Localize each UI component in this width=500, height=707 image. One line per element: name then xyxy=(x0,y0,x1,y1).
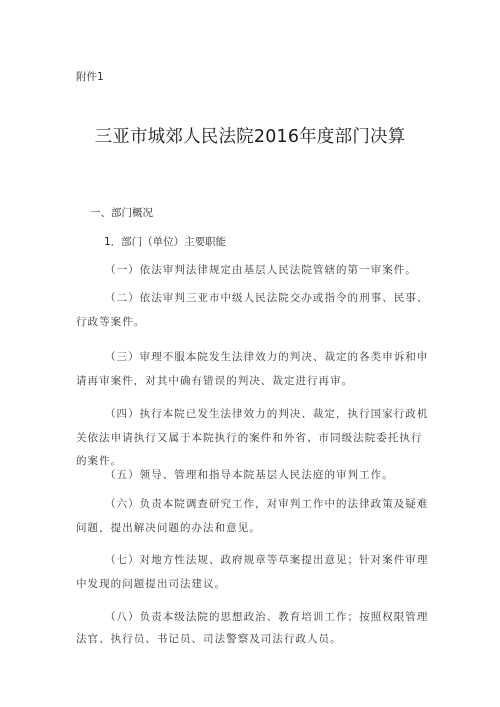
paragraph-line: 的案件。 xyxy=(76,455,123,467)
paragraph-line: （一）依法审判法律规定由基层人民法院管辖的第一审案件。 xyxy=(105,264,417,276)
paragraph-line: （七）对地方性法规、政府规章等草案提出意见；针对案件审理 xyxy=(105,554,429,566)
paragraph-line: （四）执行本院已发生法律效力的判决、裁定，执行国家行政机 xyxy=(105,408,429,420)
paragraph-line: （六）负责本院调查研究工作，对审判工作中的法律政策及疑难 xyxy=(105,498,429,510)
paragraph-line: 请再审案件，对其中确有错误的判决、裁定进行再审。 xyxy=(76,375,354,387)
section-heading: 一、部门概况 xyxy=(90,207,153,219)
paragraph-line: 问题，提出解决问题的办法和意见。 xyxy=(76,522,261,534)
paragraph-line: 中发现的问题提出司法建议。 xyxy=(76,578,227,590)
paragraph-line: 行政等案件。 xyxy=(76,316,146,328)
paragraph-line: （二）依法审判三亚市中级人民法院交办或指令的刑事、民事、 xyxy=(105,292,429,304)
paragraph-line: （三）审理不服本院发生法律效力的判决、裁定的各类申诉和申 xyxy=(105,351,429,363)
subsection-heading: 1．部门（单位）主要职能 xyxy=(104,236,227,248)
paragraph-line: 法官、执行员、书记员、司法警察及司法行政人员。 xyxy=(76,633,342,645)
paragraph-line: 关依法申请执行又属于本院执行的案件和外省、市同级法院委托执行 xyxy=(76,432,423,444)
document-title: 三亚市城郊人民法院2016年度部门决算 xyxy=(94,127,406,147)
paragraph-line: （八）负责本级法院的思想政治、教育培训工作；按照权限管理 xyxy=(105,611,429,623)
attachment-label: 附件1 xyxy=(76,71,104,83)
paragraph-line: （五）领导、管理和指导本院基层人民法庭的审判工作。 xyxy=(105,469,394,481)
